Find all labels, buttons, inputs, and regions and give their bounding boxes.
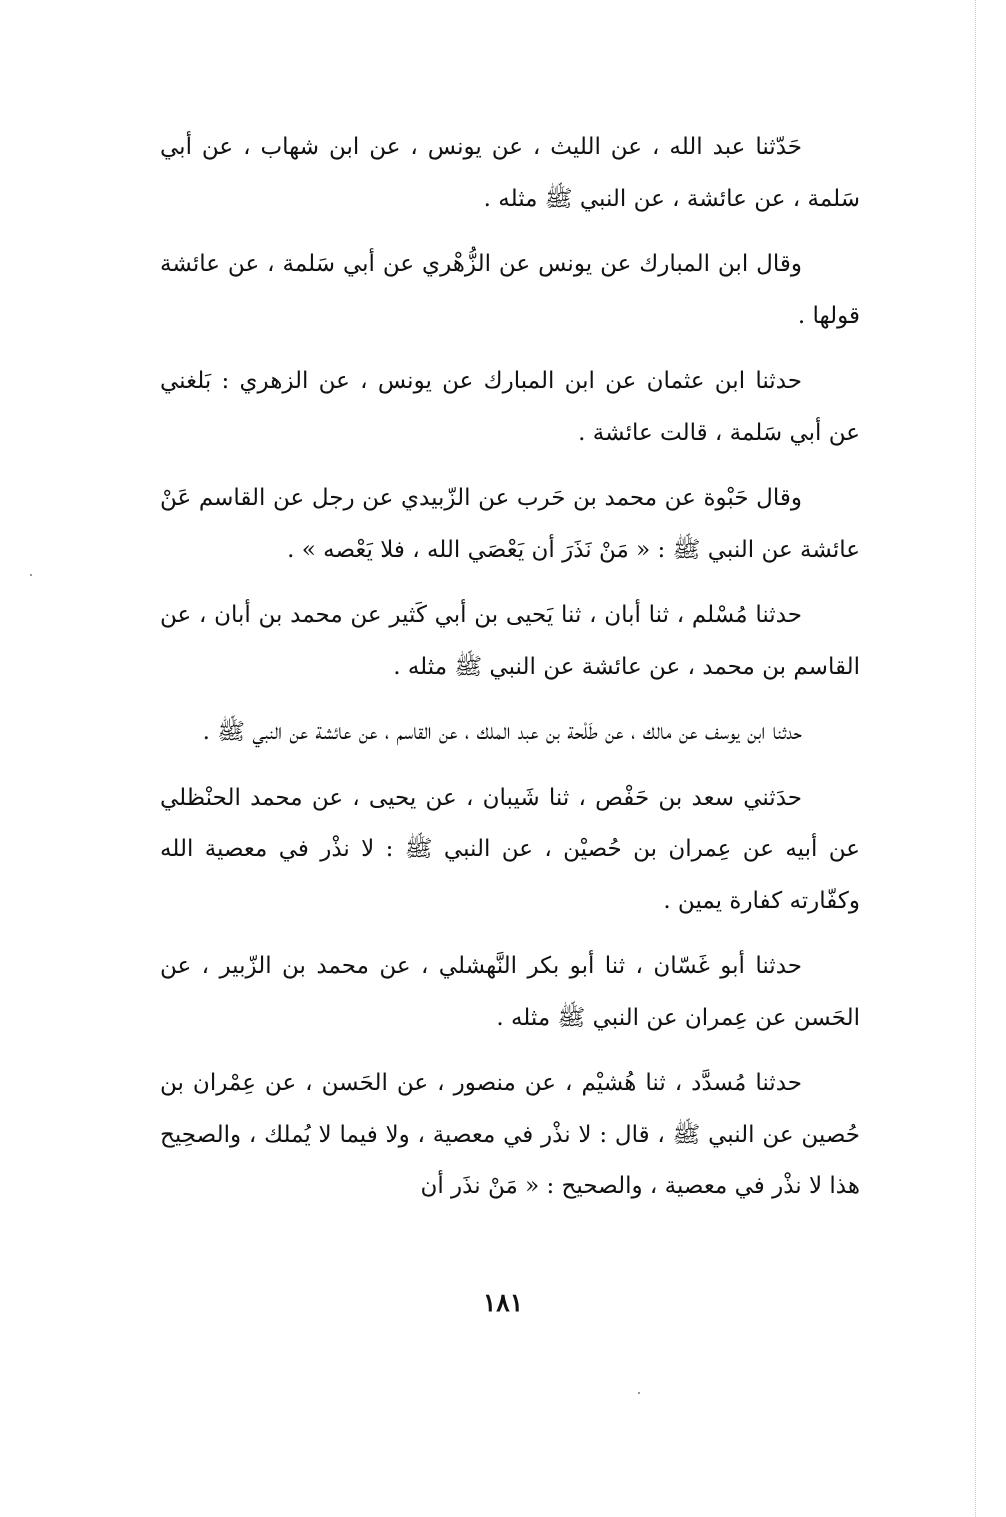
- paragraph: حدَثني سعد بن حَفْص ، ثنا شَيبان ، عن يحيى ، عن محمد الحنْظلي عن أبيه عن عِمران بن حُصيْن ، عن النبي ﷺ : لا نذْر في معصية الله وكفّارته كفارة يمين .: [160, 784, 860, 914]
- paragraph: حدثنا مُسدَّد ، ثنا هُشيْم ، عن منصور ، عن الحَسن ، عن عِمْران بن حُصين عن النبي ﷺ ، قال : لا نذْر في معصية ، ولا فيما لا يُملك ، والصحِيح هذا لا نذْر في معصية ، والصحيح : « مَنْ نذَر أن: [160, 1070, 860, 1199]
- paragraph: وقال ابن المبارك عن يونس عن الزُّهْري عن أبي سَلمة ، عن عائشة قولها .: [160, 251, 860, 329]
- paragraph: حَدّثنا عبد الله ، عن الليث ، عن يونس ، عن ابن شهاب ، عن أبي سَلمة ، عن عائشة ، عن النبي ﷺ مثله .: [160, 134, 860, 212]
- scan-speck: [30, 574, 32, 576]
- paragraph: حدثنا ابن عثمان عن ابن المبارك عن يونس ، عن الزهري : بَلغني عن أبي سَلمة ، قالت عائشة .: [160, 368, 860, 446]
- main-text: [160, 122, 860, 1227]
- paragraph: حدثنا ابن يوسف عن مالك ، عن طَلْحة بن عبد الملك ، عن القاسم ، عن عائشة عن النبي ﷺ .: [202, 719, 802, 745]
- paragraph: حدثنا مُسْلم ، ثنا أبان ، ثنا يَحيى بن أبي كَثير عن محمد بن أبان ، عن القاسم بن محمد ، عن عائشة عن النبي ﷺ مثله .: [160, 602, 860, 680]
- page-number: ١٨١: [482, 1288, 524, 1317]
- scan-speck: [638, 1392, 640, 1394]
- page-edge-line: [975, 0, 976, 1517]
- paragraph: حدثنا أبو غَسّان ، ثنا أبو بكر النَّهشلي ، عن محمد بن الزّبير ، عن الحَسن عن عِمران عن النبي ﷺ مثله .: [160, 953, 860, 1031]
- paragraph: وقال حَبْوة عن محمد بن حَرب عن الزّبيدي عن رجل عن القاسم عَنْ عائشة عن النبي ﷺ : « مَنْ نَذَرَ أن يَعْصَي الله ، فلا يَعْصه » .: [160, 485, 860, 563]
